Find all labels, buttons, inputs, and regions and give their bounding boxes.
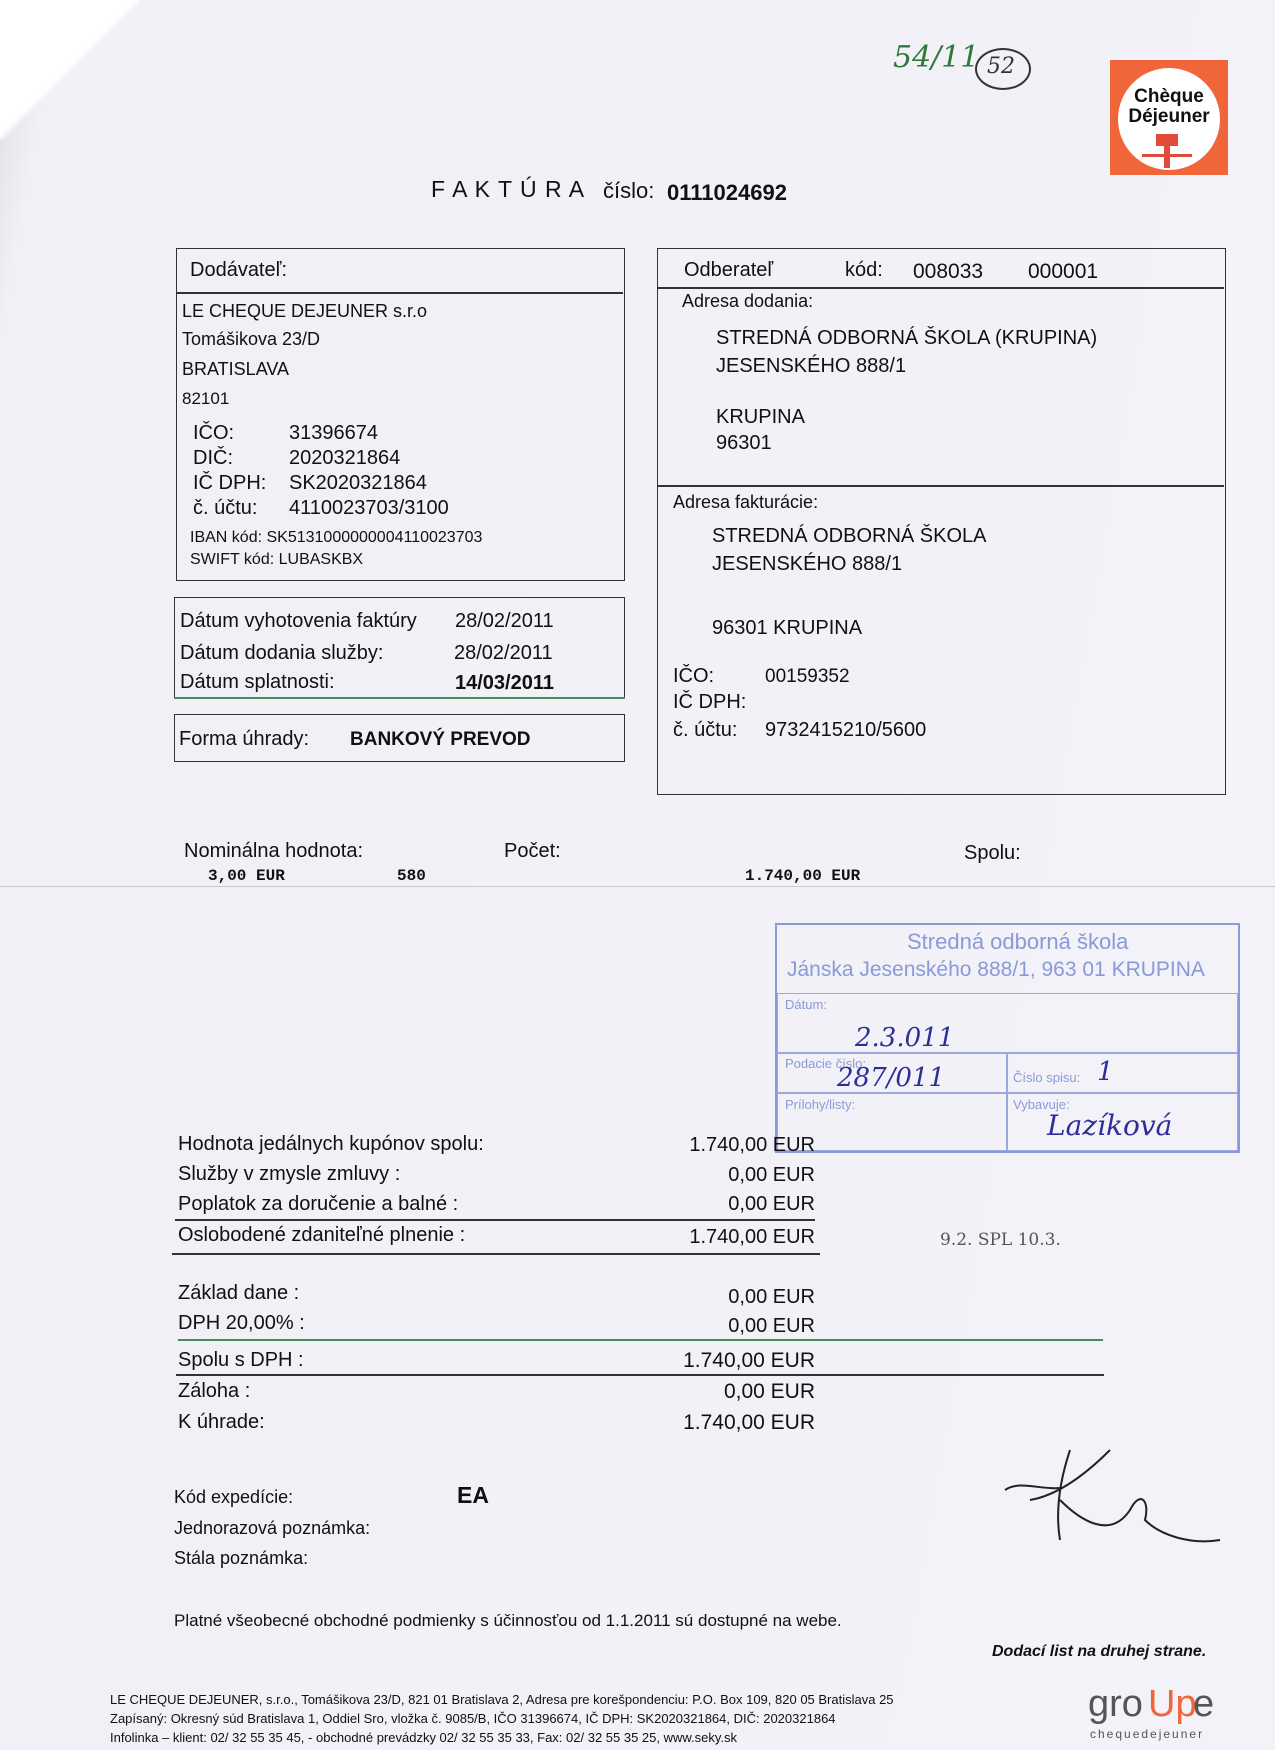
supplier-swift: SWIFT kód: LUBASKBX — [190, 551, 364, 568]
cheque-dejeuner-logo — [1110, 60, 1228, 175]
invoice-number: 0111024692 — [667, 180, 787, 205]
summary-label: Služby v zmysle zmluvy : — [178, 1163, 401, 1185]
stamp-handler-label: Vybavuje: — [1013, 1097, 1070, 1112]
handwritten-note: 9.2. SPL 10.3. — [940, 1230, 1061, 1250]
total-value: 1.740,00 EUR — [745, 867, 861, 885]
brand-sub: chequedejeuner — [1090, 1727, 1205, 1741]
summary-value: 1.740,00 EUR — [683, 1411, 815, 1434]
billing-street: JESENSKÉHO 888/1 — [712, 553, 903, 575]
supplier-ico: 31396674 — [289, 422, 378, 444]
delivery-zip: 96301 — [716, 432, 772, 454]
supplier-dic: 2020321864 — [289, 447, 401, 469]
billing-city: 96301 KRUPINA — [712, 617, 863, 639]
folded-corner — [0, 0, 140, 140]
summary-label: Hodnota jedálnych kupónov spolu: — [178, 1133, 484, 1155]
payment-label: Forma úhrady: — [179, 728, 310, 750]
supplier-heading: Dodávateľ: — [190, 259, 288, 281]
supplier-city: BRATISLAVA — [182, 359, 290, 379]
stamp-filing-label: Podacie číslo: — [785, 1056, 866, 1071]
brand-part: Up — [1148, 1683, 1197, 1725]
brand-part: gro — [1088, 1683, 1143, 1725]
summary-label: DPH 20,00% : — [178, 1312, 305, 1334]
payment-box — [174, 714, 625, 762]
supplier-account: 4110023703/3100 — [289, 497, 449, 519]
terms-note: Platné všeobecné obchodné podmienky s účinnosťou od 1.1.2011 sú dostupné na webe. — [174, 1611, 842, 1630]
customer-code-2: 000001 — [1028, 260, 1099, 283]
customer-ico: 00159352 — [765, 666, 850, 687]
summary-label: K úhrade: — [178, 1411, 265, 1433]
customer-box — [657, 248, 1226, 795]
one-time-note-label: Jednorazová poznámka: — [174, 1518, 371, 1538]
registry-stamp — [775, 923, 1240, 1153]
stamp-attachments-label: Prílohy/listy: — [785, 1097, 856, 1112]
invoice-title: F A K T Ú R A — [431, 176, 586, 202]
stamp-filing-number: 287/011 — [837, 1063, 946, 1093]
billing-name: STREDNÁ ODBORNÁ ŠKOLA — [712, 525, 987, 547]
count-label: Počet: — [504, 840, 561, 862]
due-date: 14/03/2011 — [455, 672, 554, 694]
footer-line3: Infolinka – klient: 02/ 32 55 35 45, - obchodné prevádzky 02/ 32 55 35 33, Fax: 02/ 32 55 35 25, www.seky.sk — [110, 1730, 738, 1745]
stamp-line2: Jánska Jesenského 888/1, 963 01 KRUPINA — [787, 958, 1205, 981]
nominal-label: Nominálna hodnota: — [184, 840, 364, 862]
signature — [1000, 1440, 1230, 1560]
summary-label: Záloha : — [178, 1380, 251, 1402]
summary-value: 0,00 EUR — [728, 1315, 815, 1337]
nominal-value: 3,00 EUR — [208, 867, 285, 885]
footer-line2: Zapísaný: Okresný súd Bratislava 1, Oddiel Sro, vložka č. 9085/B, IČO 31396674, IČ DPH: SK2020321864, DIČ: 2020321864 — [110, 1711, 836, 1726]
due-date-label: Dátum splatnosti: — [180, 671, 335, 693]
supplier-iban: IBAN kód: SK5131000000004110023703 — [190, 529, 483, 546]
summary-value: 1.740,00 EUR — [683, 1349, 815, 1372]
logo-line2: Déjeuner — [1128, 106, 1210, 127]
supplier-name: LE CHEQUE DEJEUNER s.r.o — [182, 301, 428, 321]
payment-method: BANKOVÝ PREVOD — [350, 729, 531, 750]
count-value: 580 — [397, 867, 426, 885]
issue-date-label: Dátum vyhotovenia faktúry — [180, 610, 417, 632]
delivery-date-label: Dátum dodania služby: — [180, 642, 384, 664]
supplier-box — [176, 248, 625, 581]
delivery-note-reference: Dodací list na druhej strane. — [992, 1643, 1207, 1660]
supplier-icdph: SK2020321864 — [289, 472, 427, 494]
invoice-number-label: číslo: — [603, 178, 655, 203]
total-label: Spolu: — [964, 842, 1021, 864]
summary-value: 1.740,00 EUR — [689, 1226, 815, 1248]
summary-value: 0,00 EUR — [728, 1164, 815, 1186]
summary-value: 0,00 EUR — [728, 1286, 815, 1308]
groupe-logo — [1088, 1683, 1238, 1743]
summary-value: 0,00 EUR — [723, 1380, 815, 1403]
stamp-date: 2.3.011 — [855, 1023, 955, 1053]
supplier-dic-label: DIČ: — [193, 447, 233, 469]
billing-address-heading: Adresa fakturácie: — [673, 492, 819, 512]
supplier-account-label: č. účtu: — [193, 497, 258, 519]
issue-date: 28/02/2011 — [455, 610, 554, 632]
customer-account: 9732415210/5600 — [765, 719, 927, 741]
handwritten-number: 54/11 — [893, 40, 980, 75]
customer-code-label: kód: — [845, 259, 883, 281]
customer-heading: Odberateľ — [684, 259, 774, 281]
paper-fold-line — [0, 886, 1275, 887]
brand-part: e — [1193, 1683, 1215, 1725]
logo-line1: Chèque — [1134, 86, 1204, 107]
summary-value: 0,00 EUR — [728, 1193, 815, 1215]
delivery-address-heading: Adresa dodania: — [682, 291, 814, 311]
stamp-line1: Stredná odborná škola — [907, 929, 1129, 954]
customer-icdph-label: IČ DPH: — [673, 691, 747, 713]
summary-label: Oslobodené zdaniteľné plnenie : — [178, 1224, 466, 1246]
expedition-code-label: Kód expedície: — [174, 1487, 294, 1507]
stamp-file-label: Číslo spisu: — [1013, 1070, 1081, 1085]
delivery-city: KRUPINA — [716, 406, 805, 428]
customer-code-1: 008033 — [913, 260, 984, 283]
stamp-date-label: Dátum: — [785, 997, 827, 1012]
delivery-date: 28/02/2011 — [454, 642, 553, 664]
customer-ico-label: IČO: — [673, 665, 715, 687]
handwritten-circle: 52 — [975, 48, 1031, 90]
footer-line1: LE CHEQUE DEJEUNER, s.r.o., Tomášikova 23/D, 821 01 Bratislava 2, Adresa pre korešpondenciu: P.O. Box 109, 820 05 Bratislava 25 — [110, 1692, 894, 1707]
supplier-ico-label: IČO: — [193, 422, 235, 444]
dates-box — [174, 597, 625, 698]
delivery-street: JESENSKÉHO 888/1 — [716, 355, 907, 377]
summary-label: Spolu s DPH : — [178, 1349, 304, 1371]
permanent-note-label: Stála poznámka: — [174, 1548, 309, 1568]
summary-label: Základ dane : — [178, 1282, 300, 1304]
summary-label: Poplatok za doručenie a balné : — [178, 1193, 459, 1215]
stamp-handler: Lazíková — [1047, 1109, 1173, 1142]
delivery-name: STREDNÁ ODBORNÁ ŠKOLA (KRUPINA) — [716, 327, 1098, 349]
supplier-zip: 82101 — [182, 389, 230, 408]
expedition-code: EA — [457, 1482, 489, 1508]
supplier-street: Tomášikova 23/D — [182, 329, 321, 349]
supplier-icdph-label: IČ DPH: — [193, 472, 267, 494]
summary-value: 1.740,00 EUR — [689, 1134, 815, 1156]
customer-account-label: č. účtu: — [673, 719, 738, 741]
stamp-file-number: 1 — [1097, 1057, 1114, 1087]
